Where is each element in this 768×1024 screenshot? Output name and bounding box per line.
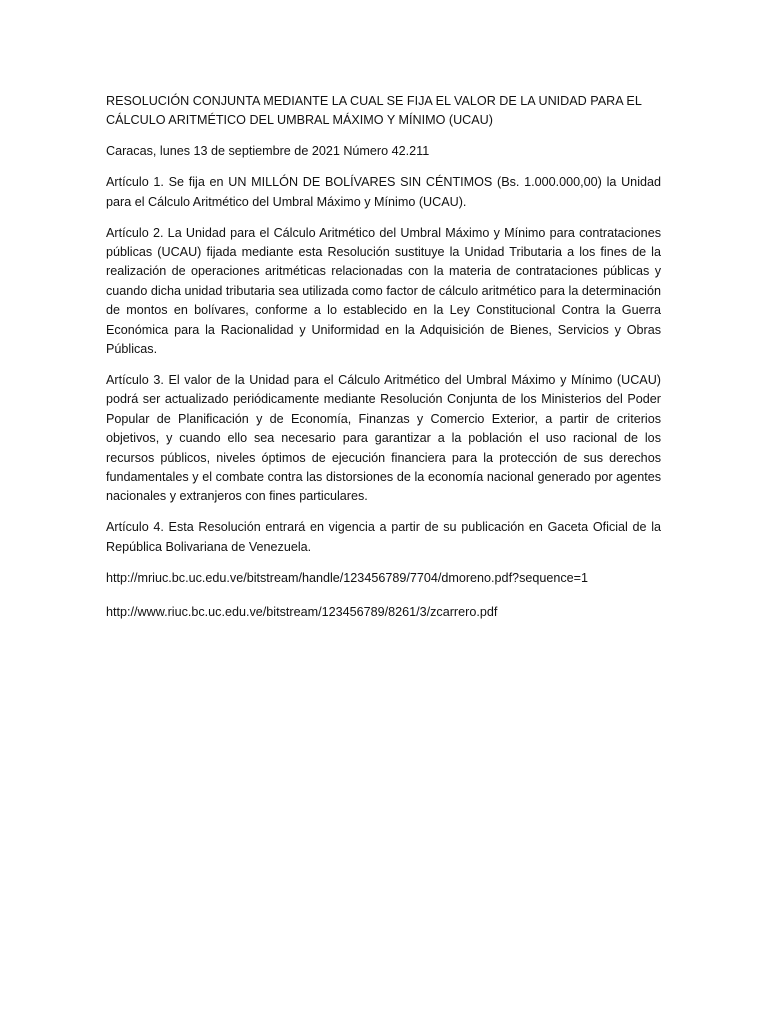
dateline: Caracas, lunes 13 de septiembre de 2021 Número 42.211 [106, 144, 430, 159]
article-4: Artículo 4. Esta Resolución entrará en vigencia a partir de su publicación en Gaceta Oficial de la República Bolivariana de Venezuela. [106, 520, 661, 554]
article-3: Artículo 3. El valor de la Unidad para el Cálculo Aritmético del Umbral Máximo y Mínimo (UCAU) podrá ser actualizado periódicamente mediante Resolución Conjunta de los Ministerios del Poder Popular de Planificación y de Economía, Finanzas y Comercio Exterior, a partir de criterios objetivos, y cuando ello sea necesario para garantizar a la población el uso racional de los recursos públicos, niveles óptimos de ejecución financiera para la protección de sus derechos fundamentales y el combate contra las distorsiones de la economía nacional generado por agentes nacionales y extranjeros con fines particulares. [106, 372, 661, 504]
source-link-1[interactable]: http://mriuc.bc.uc.edu.ve/bitstream/handle/123456789/7704/dmoreno.pdf?sequence=1 [106, 570, 589, 585]
document-title: RESOLUCIÓN CONJUNTA MEDIANTE LA CUAL SE FIJA EL VALOR DE LA UNIDAD PARA EL CÁLCULO ARITMÉTICO DEL UMBRAL MÁXIMO Y MÍNIMO (UCAU) [106, 94, 642, 128]
source-link-2[interactable]: http://www.riuc.bc.uc.edu.ve/bitstream/123456789/8261/3/zcarrero.pdf [106, 604, 498, 619]
document-page [106, 92, 661, 637]
article-2: Artículo 2. La Unidad para el Cálculo Aritmético del Umbral Máximo y Mínimo para contrataciones públicas (UCAU) fijada mediante esta Resolución sustituye la Unidad Tributaria a los fines de la realización de operaciones aritméticas relacionadas con la materia de contrataciones públicas y cuando dicha unidad tributaria sea utilizada como factor de cálculo aritmético para la determinación de montos en bolívares, conforme a lo establecido en la Ley Constitucional Contra la Guerra Económica para la Racionalidad y Uniformidad en la Adquisición de Bienes, Servicios y Obras Públicas. [106, 225, 661, 356]
article-1: Artículo 1. Se fija en UN MILLÓN DE BOLÍVARES SIN CÉNTIMOS (Bs. 1.000.000,00) la Unidad para el Cálculo Aritmético del Umbral Máximo y Mínimo (UCAU). [106, 175, 661, 209]
